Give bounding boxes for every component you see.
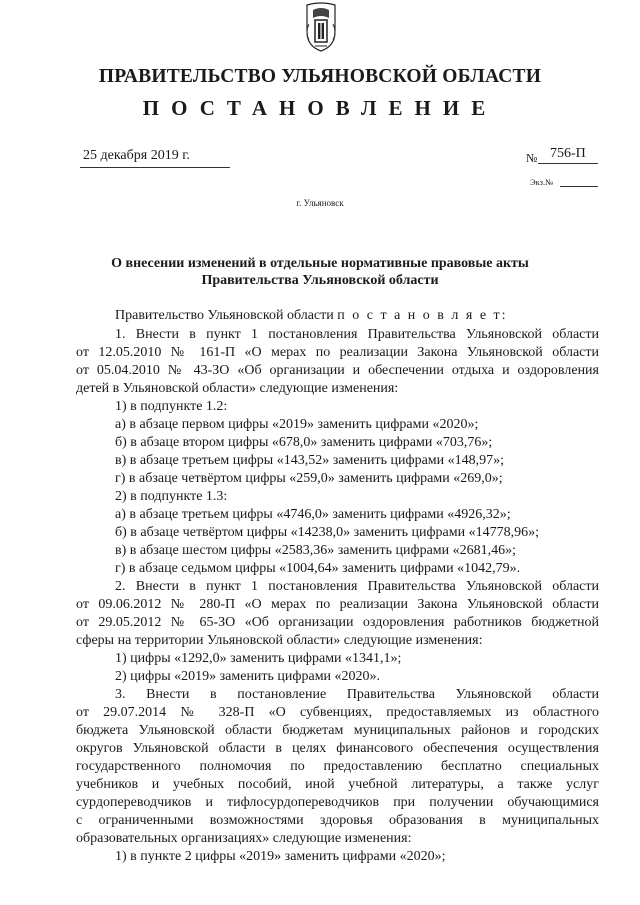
city: г. Ульяновск bbox=[296, 198, 344, 208]
body-line: в) в абзаце третьем цифры «143,52» заменить цифрами «148,97»; bbox=[115, 453, 505, 468]
number-label: № bbox=[526, 151, 538, 165]
body-line: бюджета Ульяновской области бюджетам муниципальных районов и городских bbox=[76, 723, 599, 738]
body-line: детей в Ульяновской области» следующие изменения: bbox=[76, 381, 399, 396]
body-line: с ограниченными возможностями здоровья образования в муниципальных bbox=[76, 813, 599, 828]
body-line: а) в абзаце первом цифры «2019» заменить цифрами «2020»; bbox=[115, 417, 479, 432]
body-line: б) в абзаце втором цифры «678,0» заменить цифрами «703,76»; bbox=[115, 435, 493, 450]
body-line: 1) в пункте 2 цифры «2019» заменить цифрами «2020»; bbox=[115, 849, 446, 864]
body-line: сферы на территории Ульяновской области» следующие изменения: bbox=[76, 633, 483, 648]
body-line: г) в абзаце седьмом цифры «1004,64» заменить цифрами «1042,79». bbox=[115, 561, 521, 576]
coat-of-arms-icon bbox=[303, 2, 339, 52]
body-line: 1) цифры «1292,0» заменить цифрами «1341,1»; bbox=[115, 651, 402, 666]
body-line: от 09.06.2012 № 280-П «О мерах по реализации Закона Ульяновской области bbox=[76, 597, 599, 612]
body-line: от 29.07.2014 № 328-П «О субвенциях, предоставляемых из областного bbox=[76, 705, 599, 720]
body-line: 1) в подпункте 1.2: bbox=[115, 399, 228, 414]
document-number: 756-П bbox=[550, 146, 586, 161]
body-line: государственного полномочия по предоставлению бесплатно специальных bbox=[76, 759, 599, 774]
body-line: от 12.05.2010 № 161-П «О мерах по реализации Закона Ульяновской области bbox=[76, 345, 599, 360]
title-line: Правительства Ульяновской области bbox=[201, 273, 439, 288]
preamble-subject: Правительство Ульяновской области bbox=[115, 308, 334, 323]
body-line: округов Ульяновской области в целях финансового обеспечения осуществления bbox=[76, 741, 599, 756]
body-line: 2. Внести в пункт 1 постановления Правительства Ульяновской области bbox=[115, 579, 599, 594]
body-line: учебников и учебных пособий, иной учебной литературы, а также услуг bbox=[76, 777, 599, 792]
body-line: г) в абзаце четвёртом цифры «259,0» заменить цифрами «269,0»; bbox=[115, 471, 503, 486]
document-title bbox=[60, 255, 580, 289]
body-line: 3. Внести в постановление Правительства Ульяновской области bbox=[115, 687, 599, 702]
copy-underline bbox=[560, 186, 598, 187]
number-underline bbox=[538, 163, 598, 164]
body-line: 2) цифры «2019» заменить цифрами «2020». bbox=[115, 669, 381, 684]
body-line: в) в абзаце шестом цифры «2583,36» заменить цифрами «2681,46»; bbox=[115, 543, 517, 558]
document-type: ПОСТАНОВЛЕНИЕ bbox=[142, 96, 498, 120]
preamble-verb: п о с т а н о в л я е т: bbox=[337, 308, 508, 323]
body-line: 1. Внести в пункт 1 постановления Правительства Ульяновской области bbox=[115, 327, 599, 342]
body-line: б) в абзаце четвёртом цифры «14238,0» заменить цифрами «14778,96»; bbox=[115, 525, 539, 540]
body-line: а) в абзаце третьем цифры «4746,0» заменить цифрами «4926,32»; bbox=[115, 507, 511, 522]
document-date: 25 декабря 2019 г. bbox=[83, 148, 190, 163]
copy-number-label: Экз.№ bbox=[530, 177, 554, 187]
body-line: от 29.05.2012 № 65-ЗО «Об организации оздоровления работников бюджетной bbox=[76, 615, 599, 630]
body-line: от 05.04.2010 № 43-ЗО «Об организации и обеспечении отдыха и оздоровления bbox=[76, 363, 599, 378]
date-underline bbox=[80, 167, 230, 168]
government-name: ПРАВИТЕЛЬСТВО УЛЬЯНОВСКОЙ ОБЛАСТИ bbox=[98, 66, 542, 87]
body-line: сурдопереводчиков и тифлосурдопереводчиков при получении обучающимися bbox=[76, 795, 599, 810]
preamble bbox=[115, 307, 599, 325]
body-line: 2) в подпункте 1.3: bbox=[115, 489, 228, 504]
title-line: О внесении изменений в отдельные нормативные правовые акты bbox=[111, 256, 529, 271]
body-line: образовательных организациях» следующие изменения: bbox=[76, 831, 412, 846]
